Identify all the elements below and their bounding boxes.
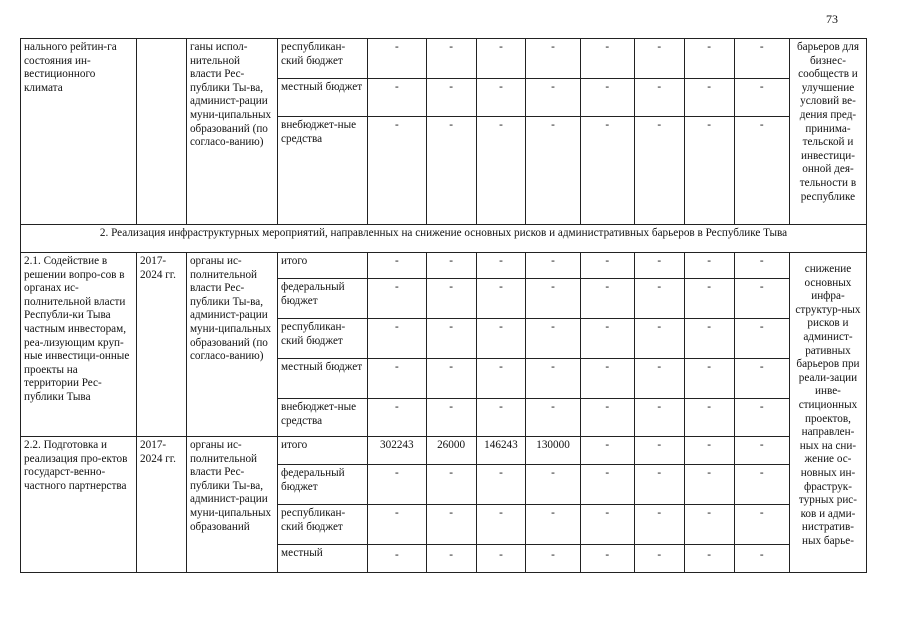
executor-cell: органы ис-полнительной власти Рес-публики Ты-ва, админист-рации муни-ципальных образований (по согласо-ванию) — [186, 253, 277, 437]
value-cell: - — [368, 79, 427, 117]
value-cell: - — [526, 39, 580, 79]
value-cell: - — [426, 319, 476, 359]
value-cell: - — [476, 319, 526, 359]
period-cell: 2017-2024 гг. — [137, 437, 187, 573]
value-cell: - — [634, 253, 684, 279]
value-cell: 26000 — [426, 437, 476, 465]
value-cell: - — [580, 359, 634, 399]
value-cell: - — [476, 117, 526, 225]
period-cell: 2017-2024 гг. — [137, 253, 187, 437]
value-cell: - — [476, 359, 526, 399]
value-cell: - — [580, 465, 634, 505]
value-cell: - — [526, 117, 580, 225]
value-cell: - — [368, 117, 427, 225]
value-cell: - — [634, 465, 684, 505]
value-cell: - — [734, 279, 789, 319]
value-cell: - — [734, 319, 789, 359]
program-measures-table — [20, 38, 867, 573]
value-cell: - — [684, 399, 734, 437]
funding-source-cell: внебюджет-ные средства — [278, 399, 368, 437]
value-cell: - — [476, 505, 526, 545]
table-row — [21, 253, 867, 279]
value-cell: - — [426, 253, 476, 279]
funding-source-cell: республикан-ский бюджет — [278, 319, 368, 359]
value-cell: - — [476, 399, 526, 437]
value-cell: - — [684, 39, 734, 79]
value-cell: - — [368, 279, 427, 319]
page-number: 73 — [826, 12, 838, 26]
value-cell: - — [734, 39, 789, 79]
value-cell: - — [580, 437, 634, 465]
value-cell: 146243 — [476, 437, 526, 465]
value-cell: - — [368, 465, 427, 505]
value-cell: - — [684, 545, 734, 573]
value-cell: - — [684, 465, 734, 505]
expected-result-cell: снижение основных инфра-структур-ных рисков и админист-ративных барьеров при реали-зации инве-стиционных проектов, направлен-ных на сни-жение ос-новных ин-фраструк-турных рис-ков и адми-нистратив-ных барье- — [789, 253, 866, 573]
value-cell: - — [426, 505, 476, 545]
value-cell: - — [634, 399, 684, 437]
value-cell: - — [426, 465, 476, 505]
value-cell: - — [526, 399, 580, 437]
value-cell: - — [526, 505, 580, 545]
value-cell: - — [580, 505, 634, 545]
value-cell: - — [526, 79, 580, 117]
value-cell: - — [734, 79, 789, 117]
value-cell: - — [426, 399, 476, 437]
value-cell: - — [368, 253, 427, 279]
value-cell: - — [526, 359, 580, 399]
value-cell: - — [426, 545, 476, 573]
value-cell: - — [526, 253, 580, 279]
table-row — [21, 39, 867, 79]
value-cell: - — [684, 319, 734, 359]
value-cell: - — [580, 253, 634, 279]
value-cell: - — [426, 359, 476, 399]
section-title: 2. Реализация инфраструктурных мероприятий, направленных на снижение основных рисков и административных барьеров в Республике Тыва — [21, 225, 867, 253]
value-cell: - — [634, 505, 684, 545]
value-cell: - — [476, 253, 526, 279]
value-cell: - — [580, 399, 634, 437]
value-cell: - — [580, 39, 634, 79]
value-cell: - — [684, 437, 734, 465]
value-cell: - — [684, 359, 734, 399]
value-cell: - — [426, 117, 476, 225]
value-cell: - — [368, 399, 427, 437]
executor-cell: ганы испол-нительной власти Рес-публики Ты-ва, админист-рации муни-ципальных образований (по согласо-ванию) — [186, 39, 277, 225]
value-cell: - — [684, 279, 734, 319]
value-cell: - — [634, 319, 684, 359]
value-cell: - — [580, 117, 634, 225]
value-cell: - — [734, 117, 789, 225]
value-cell: - — [684, 505, 734, 545]
value-cell: - — [526, 465, 580, 505]
funding-source-cell: местный — [278, 545, 368, 573]
value-cell: - — [476, 39, 526, 79]
value-cell: - — [580, 319, 634, 359]
value-cell: - — [368, 39, 427, 79]
value-cell: - — [734, 437, 789, 465]
funding-source-cell: итого — [278, 253, 368, 279]
value-cell: - — [634, 79, 684, 117]
value-cell: - — [368, 545, 427, 573]
measure-name-cell: 2.2. Подготовка и реализация про-ектов государст-венно-частного партнерства — [21, 437, 137, 573]
value-cell: - — [426, 39, 476, 79]
value-cell: 302243 — [368, 437, 427, 465]
value-cell: - — [734, 253, 789, 279]
value-cell: - — [476, 79, 526, 117]
value-cell: - — [580, 279, 634, 319]
funding-source-cell: местный бюджет — [278, 79, 368, 117]
value-cell: - — [634, 437, 684, 465]
value-cell: 130000 — [526, 437, 580, 465]
funding-source-cell: федеральный бюджет — [278, 279, 368, 319]
value-cell: - — [526, 319, 580, 359]
value-cell: - — [580, 79, 634, 117]
executor-cell: органы ис-полнительной власти Рес-публики Ты-ва, админист-рации муни-ципальных образований — [186, 437, 277, 573]
value-cell: - — [476, 545, 526, 573]
value-cell: - — [684, 79, 734, 117]
value-cell: - — [734, 359, 789, 399]
value-cell: - — [526, 279, 580, 319]
value-cell: - — [684, 253, 734, 279]
funding-source-cell: федеральный бюджет — [278, 465, 368, 505]
funding-source-cell: итого — [278, 437, 368, 465]
value-cell: - — [734, 399, 789, 437]
funding-source-cell: местный бюджет — [278, 359, 368, 399]
table-row — [21, 437, 867, 465]
value-cell: - — [368, 359, 427, 399]
funding-source-cell: внебюджет-ные средства — [278, 117, 368, 225]
value-cell: - — [684, 117, 734, 225]
value-cell: - — [426, 79, 476, 117]
value-cell: - — [426, 279, 476, 319]
measure-name-cell: 2.1. Содействие в решении вопро-сов в органах ис-полнительной власти Республи-ки Тыва частным инвесторам, реа-лизующим круп-ные инвестици-онные проекты на территории Рес-публики Тыва — [21, 253, 137, 437]
funding-source-cell: республикан-ский бюджет — [278, 39, 368, 79]
value-cell: - — [368, 505, 427, 545]
value-cell: - — [368, 319, 427, 359]
measure-name-cell: нального рейтин-га состояния ин-вестиционного климата — [21, 39, 137, 225]
expected-result-cell: барьеров для бизнес-сообществ и улучшение условий ве-дения пред-принима-тельской и инвестици-онной дея-тельности в республике — [789, 39, 866, 225]
value-cell: - — [734, 505, 789, 545]
period-cell — [137, 39, 187, 225]
value-cell: - — [634, 359, 684, 399]
value-cell: - — [734, 545, 789, 573]
value-cell: - — [526, 545, 580, 573]
value-cell: - — [476, 279, 526, 319]
value-cell: - — [634, 117, 684, 225]
section-header-row — [21, 225, 867, 253]
value-cell: - — [634, 279, 684, 319]
value-cell: - — [634, 39, 684, 79]
value-cell: - — [734, 465, 789, 505]
value-cell: - — [476, 465, 526, 505]
value-cell: - — [580, 545, 634, 573]
funding-source-cell: республикан-ский бюджет — [278, 505, 368, 545]
value-cell: - — [634, 545, 684, 573]
